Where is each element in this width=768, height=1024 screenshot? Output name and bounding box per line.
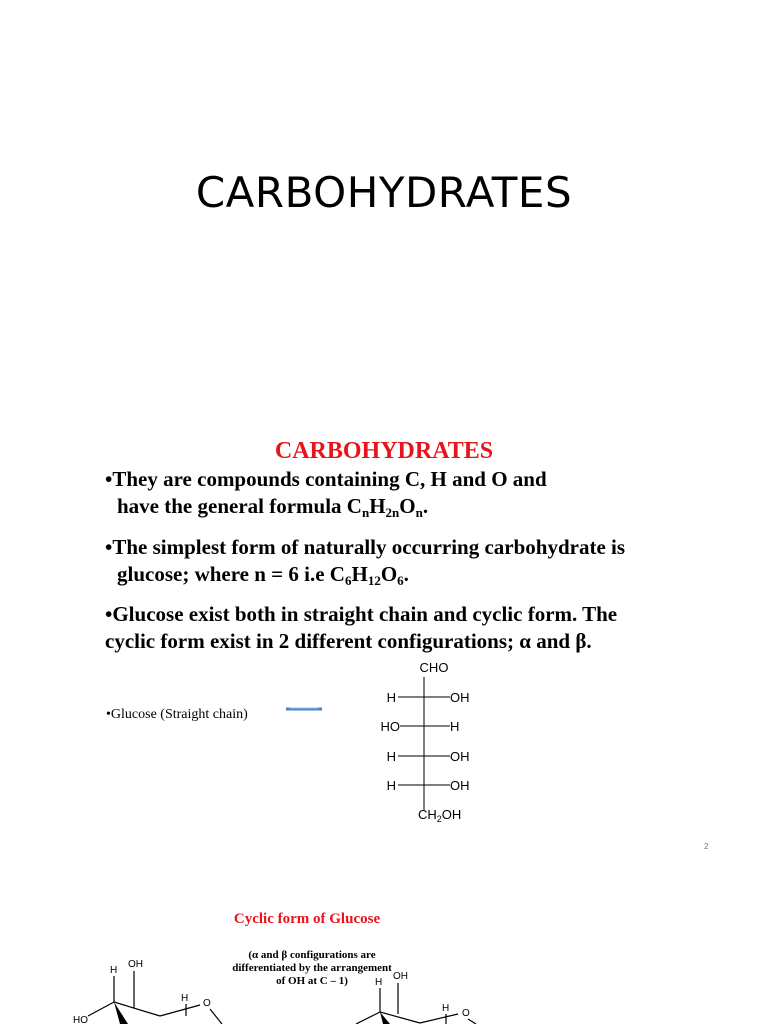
fischer-left-2: HO bbox=[380, 719, 400, 734]
ring-right-o: O bbox=[462, 1008, 470, 1019]
fischer-right-4: OH bbox=[450, 778, 470, 793]
fischer-right-2: H bbox=[450, 719, 460, 734]
cyclic-structure-left bbox=[73, 959, 222, 1024]
fischer-top: CHO bbox=[419, 660, 449, 675]
bullet-line: •Glucose exist both in straight chain and cyclic form. The bbox=[105, 602, 618, 626]
ring-left-h2: H bbox=[181, 993, 189, 1004]
ring-right-h2: H bbox=[442, 1003, 450, 1014]
fischer-projection bbox=[381, 660, 470, 824]
note-line: (α and β configurations are bbox=[248, 949, 376, 961]
slide-heading: CARBOHYDRATES bbox=[274, 438, 494, 464]
fischer-right-1: OH bbox=[450, 690, 470, 705]
fischer-right-3: OH bbox=[450, 749, 470, 764]
ring-left-ho: HO bbox=[73, 1015, 88, 1024]
slide-heading-cyclic: Cyclic form of Glucose bbox=[233, 911, 381, 927]
bullet-line: •They are compounds containing C, H and O and bbox=[105, 467, 547, 491]
ring-right-h1: H bbox=[375, 977, 383, 988]
fischer-bottom: $CH_2OH$ bbox=[418, 807, 462, 824]
fischer-left-4: H bbox=[386, 778, 396, 793]
ring-left-o: O bbox=[203, 998, 211, 1009]
fischer-left-3: H bbox=[386, 749, 396, 764]
bullet-line: glucose; where n = 6 i.e $C_6H_{12}O_6$. bbox=[117, 562, 409, 588]
slide-title: CARBOHYDRATES bbox=[195, 168, 573, 217]
page-number: 2 bbox=[704, 842, 709, 851]
ring-left-h1: H bbox=[110, 965, 118, 976]
bullet-line: •The simplest form of naturally occurring carbohydrate is bbox=[105, 535, 626, 559]
bullet-line: have the general formula $C_nH_{2n}O_n$. bbox=[117, 494, 429, 520]
ring-left-oh1: OH bbox=[128, 959, 143, 970]
note-line: of OH at C – 1) bbox=[276, 975, 348, 987]
ring-right-oh1: OH bbox=[393, 971, 408, 982]
configuration-note bbox=[222, 949, 402, 988]
fischer-left-1: H bbox=[386, 690, 396, 705]
arrow-icon bbox=[286, 708, 322, 709]
note-line: differentiated by the arrangement bbox=[232, 962, 392, 974]
bullet-line: cyclic form exist in 2 different configurations; α and β. bbox=[105, 629, 592, 653]
glucose-straight-chain-label: •Glucose (Straight chain) bbox=[106, 707, 248, 722]
